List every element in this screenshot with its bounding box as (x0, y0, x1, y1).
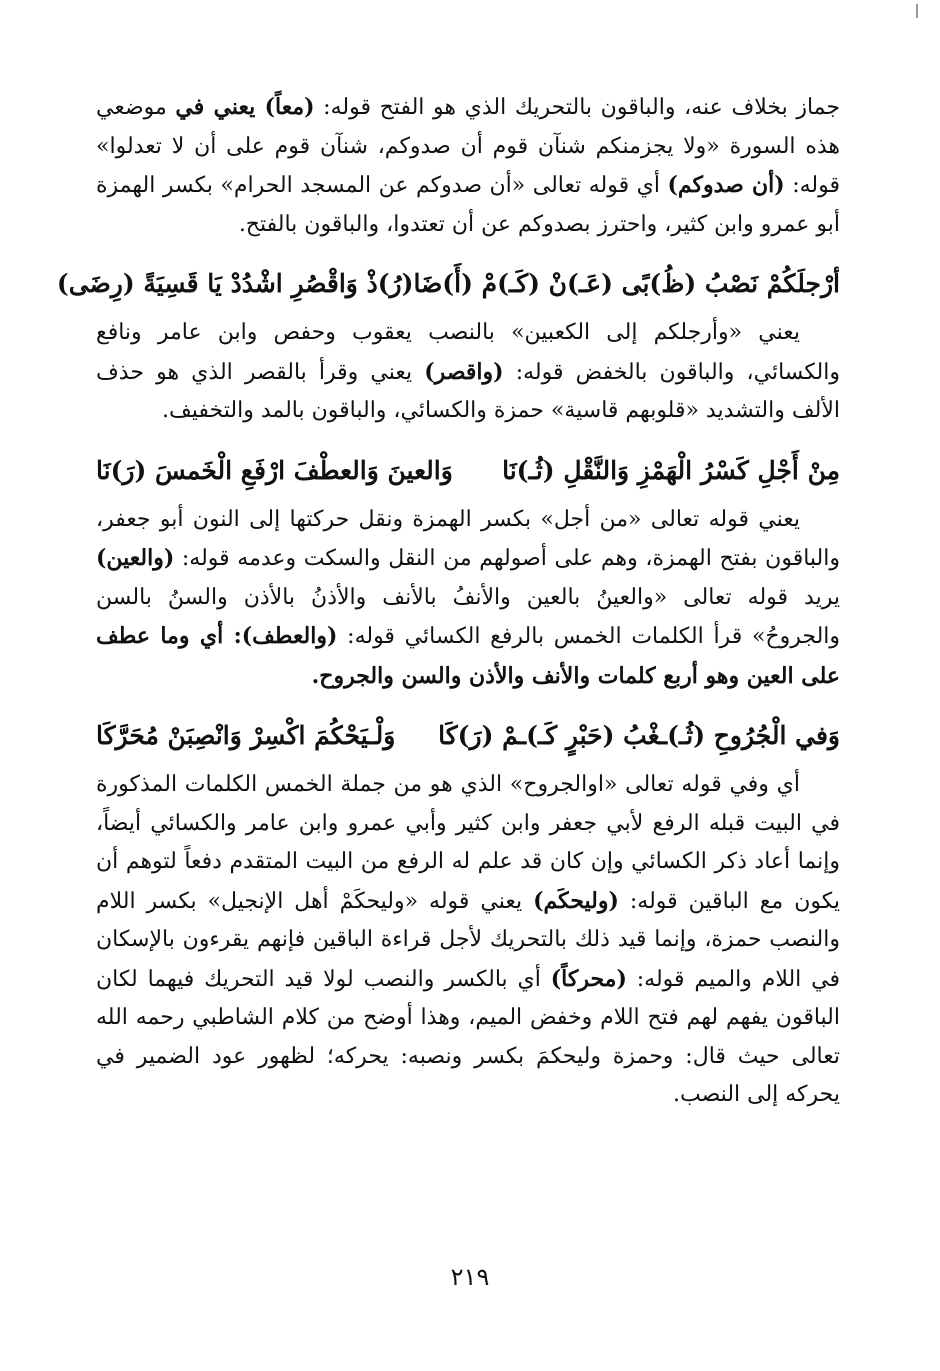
verse-1-first-hemistich: أرْجلَكُمْ نَصْبُ (ظُ)بًى (عَـ)نْ (كَـ)مْ (أَ)ضَا (413, 269, 840, 298)
text-run: أي وفي قوله تعالى «اوالجروح» الذي هو من جملة الخمس الكلمات المذكورة في البيت قبله الرفع لأبي جعفر وابن كثير وأبي عمرو وابن عامر والكسائي أيضاً، وإنما أعاد ذكر الكسائي وإن كان قد علم له الرفع من البيت المتقدم دفعاً لتوهم أن يكون مع الباقين قوله: (96, 772, 840, 914)
verse-line-1 (56, 266, 840, 302)
bold-keyword: (والعين) (96, 545, 175, 571)
text-run: يعني وقرأ بالقصر الذي هو حذف الألف والتشديد «قلوبهم قاسية» حمزة والكسائي، والباقون بالمد والتخفيف. (96, 359, 840, 423)
paragraph-2 (96, 314, 840, 431)
bold-keyword: (والعطف): أي وما عطف على العين وهو أربع كلمات والأنف والأذن والسن والجروح. (96, 623, 840, 689)
text-run: موضعي هذه السورة «ولا يجزمنكم شنآن قوم أن صدوكم، شنآن قوم على أن لا تعدلوا» قوله: (96, 95, 841, 198)
page-number: ٢١٩ (450, 1263, 490, 1291)
verse-2-first-hemistich: مِنْ أَجْلِ كَسْرُ الْهَمْزِ وَالنَّقْلِ (ثُـ)نَا (502, 455, 840, 485)
bold-keyword: (وليحكَم) (533, 887, 619, 914)
verse-line-3 (96, 718, 840, 754)
bold-keyword: (معاً) يعني في (175, 94, 315, 120)
text-run: يعني «وأرجلكم إلى الكعبين» بالنصب يعقوب وحفص وابن عامر ونافع والكسائي، والباقون بالخفض قوله: (96, 320, 840, 385)
verse-3-first-hemistich: وَفي الْجُرُوحِ (ثُـ)ـغْبُ (حَبْرٍ كَـ)ـمْ (رَ)كَا (438, 721, 840, 750)
margin-mark (916, 4, 918, 18)
verse-1-second-hemistich: (رُ)ذْ وَاقْصُرِ اشْدُدْ يَا قَسِيَةً (رِضَى) (56, 269, 414, 298)
verse-3-second-hemistich: وَلْـيَحْكُمَ اكْسِرْ وَانْصِبَنْ مُحَرَّكَا (96, 721, 396, 750)
bold-keyword: (أن صدوكم) (667, 172, 785, 198)
text-run: يريد قوله تعالى «والعينُ بالعين والأنفُ بالأنف والأذنُ بالأذن والسنُ بالسن والجروحُ» قرأ الكلمات الخمس بالرفع الكسائي قوله: (96, 584, 841, 649)
text-run: يعني قوله «وليحكَمْ أهل الإنجيل» بكسر اللام والنصب حمزة، وإنما قيد ذلك بالتحريك لأجل قراءة الباقين فإنهم يقرءون بالإسكان في اللام والميم قوله: (96, 888, 841, 992)
verse-line-2 (96, 453, 840, 489)
page-body (56, 88, 841, 1115)
bold-keyword: (محركاً) (550, 965, 627, 992)
bold-keyword: (واقصر) (424, 358, 504, 385)
text-run: أي قوله تعالى «أن صدوكم عن المسجد الحرام» بكسر الهمزة أبو عمرو وابن كثير، واحترز بصدوكم عن أن تعتدوا، والباقون بالفتح. (96, 173, 840, 237)
verse-2-second-hemistich: وَالعينَ وَالعطْفَ ارْفَعِ الْخَمسَ (رَ)نَا (96, 455, 453, 485)
text-run: يعني قوله تعالى «من أجل» بكسر الهمزة ونقل حركتها إلى النون أبو جعفر، والباقون بفتح الهمزة، وهم على أصولهم من النقل والسكت وعدمه قوله: (96, 506, 840, 571)
paragraph-4 (96, 766, 840, 1115)
text-run: أي بالكسر والنصب لولا قيد التحريك فيهما لكان الباقون يفهم لهم فتح اللام وخفض الميم، وهذا أوضح من كلام الشاطبي رحمه الله تعالى حيث قال: وحمزة وليحكمَ بكسر ونصبه: يحركه؛ لظهور عود الضمير في يحركه إلى النصب. (96, 966, 840, 1107)
paragraph-1 (96, 88, 840, 244)
text-run: جماز بخلاف عنه، والباقون بالتحريك الذي هو الفتح قوله: (314, 95, 840, 120)
paragraph-3 (96, 501, 840, 697)
